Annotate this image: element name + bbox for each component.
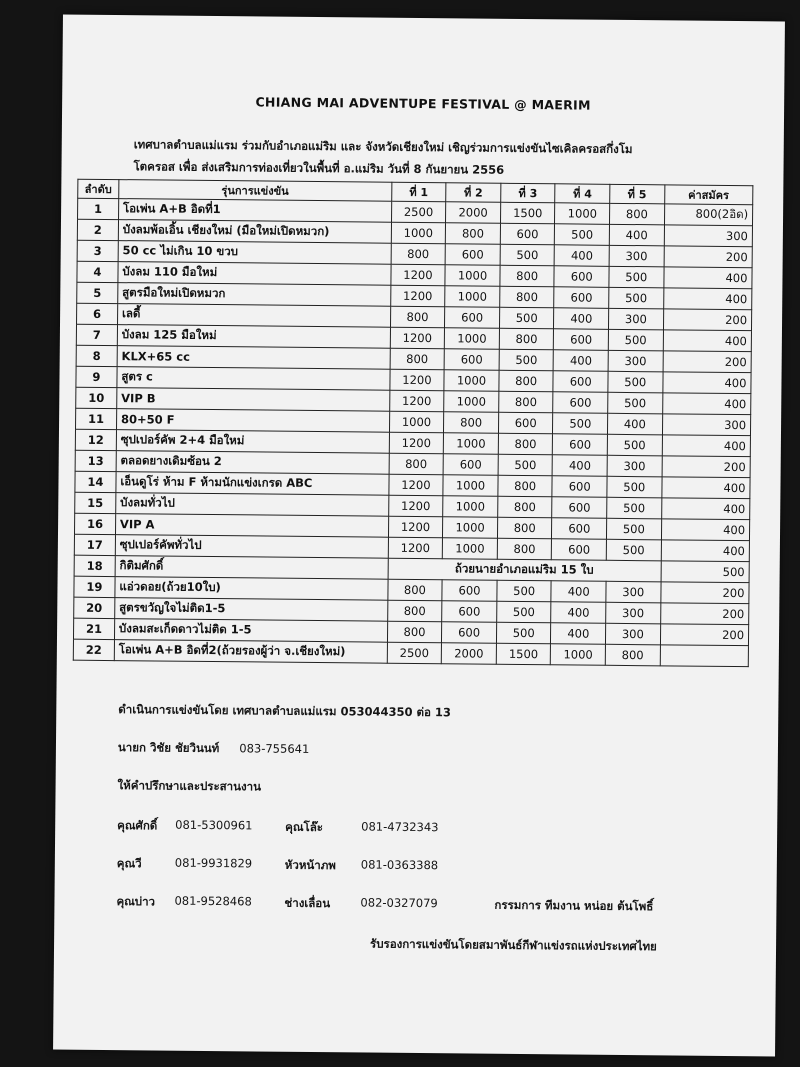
row-prize-3: 500	[496, 622, 551, 644]
row-prize-1: 1200	[388, 495, 443, 517]
row-prize-2: 800	[444, 412, 499, 434]
prize-table	[73, 179, 754, 667]
row-prize-4: 600	[552, 518, 607, 540]
row-prize-2: 600	[442, 622, 497, 644]
row-category: VIP B	[117, 388, 390, 412]
header-place-5: ที่ 5	[610, 184, 665, 204]
row-prize-2: 600	[444, 349, 499, 371]
row-number: 5	[77, 282, 118, 303]
row-prize-4: 400	[551, 602, 606, 624]
table-body	[73, 198, 752, 666]
row-number: 18	[74, 555, 115, 576]
row-prize-1: 800	[390, 348, 445, 370]
row-prize-1: 1200	[388, 537, 443, 559]
row-prize-1: 1200	[389, 474, 444, 496]
row-prize-5: 500	[607, 476, 662, 498]
contact-name-5: คุณบ่าว	[116, 894, 156, 909]
row-prize-5: 500	[606, 539, 661, 561]
row-number: 2	[77, 219, 118, 240]
row-category: ตลอดยางเดิมซ้อน 2	[116, 451, 389, 475]
row-prize-1: 1200	[390, 369, 445, 391]
row-prize-3: 500	[499, 349, 554, 371]
row-prize-4: 600	[554, 329, 609, 351]
row-number: 14	[75, 471, 116, 492]
row-fee: 400	[663, 267, 752, 289]
row-prize-2: 600	[442, 580, 497, 602]
row-prize-3: 500	[497, 580, 552, 602]
row-fee: 400	[661, 498, 750, 520]
row-prize-5: 300	[606, 581, 661, 603]
row-prize-2: 1000	[443, 517, 498, 539]
row-number: 21	[73, 618, 114, 639]
row-prize-5: 300	[607, 455, 662, 477]
contact-phone-5: 081-9528468	[174, 893, 252, 909]
row-prize-3: 800	[500, 286, 555, 308]
row-number: 3	[77, 240, 118, 261]
header-fee: ค่าสมัคร	[664, 185, 753, 205]
row-fee: 800(2อิด)	[664, 204, 753, 226]
row-fee: 400	[662, 372, 751, 394]
row-number: 20	[74, 597, 115, 618]
row-prize-5: 500	[608, 371, 663, 393]
row-prize-1: 1200	[388, 516, 443, 538]
row-prize-2: 1000	[443, 538, 498, 560]
row-prize-5: 300	[609, 245, 664, 267]
row-prize-2: 600	[445, 244, 500, 266]
row-category: โอเพ่น A+B อิดที่2(ถ้วยรองผู้ว่า จ.เชียงใหม่)	[114, 640, 387, 664]
row-category: ซุปเปอร์คัพ 2+4 มือใหม่	[116, 430, 389, 454]
row-prize-1: 800	[389, 453, 444, 475]
row-prize-3: 500	[498, 454, 553, 476]
row-number: 6	[77, 303, 118, 324]
row-fee: 200	[662, 456, 751, 478]
header-no: ลำดับ	[78, 179, 119, 198]
row-prize-5: 400	[608, 413, 663, 435]
row-prize-5: 500	[607, 497, 662, 519]
row-prize-2: 600	[443, 454, 498, 476]
row-category: บังลม 110 มือใหม่	[118, 262, 391, 286]
row-prize-4: 400	[551, 623, 606, 645]
row-prize-2: 1000	[444, 391, 499, 413]
contact-phone-4: 081-0363388	[360, 857, 439, 873]
row-prize-4: 500	[555, 224, 610, 246]
header-place-3: ที่ 3	[501, 183, 556, 203]
row-prize-3: 800	[498, 433, 553, 455]
row-prize-4: 600	[554, 266, 609, 288]
row-number: 10	[76, 387, 117, 408]
row-prize-4: 600	[553, 371, 608, 393]
row-number: 22	[73, 639, 114, 660]
row-prize-2: 800	[446, 223, 501, 245]
row-prize-4: 600	[554, 287, 609, 309]
contact-name-1: คุณศักดิ์	[117, 818, 158, 833]
row-number: 7	[76, 324, 117, 345]
row-fee: 400	[661, 519, 750, 541]
row-prize-5: 800	[605, 644, 660, 666]
row-prize-5: 500	[607, 518, 662, 540]
header-category: รุ่นการแข่งขัน	[119, 180, 392, 202]
row-category: กิติมศักดิ์	[115, 556, 388, 580]
mayor-phone: 083-755641	[239, 741, 310, 756]
row-prize-5: 500	[607, 434, 662, 456]
row-category: ซุปเปอร์คัพทั่วไป	[115, 535, 388, 559]
row-prize-4: 600	[552, 497, 607, 519]
row-prize-1: 800	[391, 243, 446, 265]
row-prize-1: 1200	[389, 432, 444, 454]
row-number: 11	[76, 408, 117, 429]
row-category: สูตรมือใหม่เปิดหมวก	[118, 283, 391, 307]
contact-phone-6: 082-0327079	[360, 895, 438, 911]
row-prize-1: 800	[390, 306, 445, 328]
row-prize-1: 1000	[389, 411, 444, 433]
row-prize-3: 800	[499, 391, 554, 413]
row-prize-2: 600	[442, 601, 497, 623]
row-fee: 300	[662, 414, 751, 436]
row-prize-3: 500	[499, 307, 554, 329]
row-prize-1: 800	[387, 600, 442, 622]
row-prize-1: 1200	[389, 390, 444, 412]
contact-name-4: หัวหน้าภพ	[284, 857, 337, 873]
intro-text	[133, 133, 753, 183]
row-category: สูตรขวัญใจไม่ติด1-5	[115, 598, 388, 622]
certification-line: รับรองการแข่งขันโดยสมาพันธ์กีฬาแข่งรถแห่งประเทศไทย	[370, 936, 657, 954]
row-prize-3: 800	[498, 475, 553, 497]
row-fee: 400	[663, 330, 752, 352]
row-category: 50 cc ไม่เกิน 10 ขวบ	[118, 241, 391, 265]
contact-name-6: ช่างเลื่อน	[284, 895, 331, 911]
row-prize-5: 500	[609, 287, 664, 309]
header-place-2: ที่ 2	[446, 183, 501, 203]
intro-line-1: เทศบาลตำบลแม่แรม ร่วมกับอำเภอแม่ริม และ จังหวัดเชียงใหม่ เชิญร่วมการแข่งขันไซเคิลครอสกึ่งโม	[133, 137, 633, 157]
document-title: CHIANG MAI ADVENTUPE FESTIVAL @ MAERIM	[255, 94, 591, 113]
row-category: เลดี้	[117, 304, 390, 328]
row-prize-note: ถ้วยนายอำเภอแม่ริม 15 ใบ	[388, 558, 661, 582]
row-prize-5: 500	[608, 329, 663, 351]
row-prize-3: 800	[499, 370, 554, 392]
row-prize-3: 500	[500, 244, 555, 266]
row-prize-4: 400	[554, 308, 609, 330]
row-fee: 200	[663, 309, 752, 331]
row-number: 16	[74, 513, 115, 534]
document-sheet	[53, 15, 785, 1057]
row-prize-2: 1000	[443, 475, 498, 497]
row-number: 15	[75, 492, 116, 513]
advice-heading: ให้คำปรึกษาและประสานงาน	[117, 778, 262, 794]
row-category: สูตร c	[117, 367, 390, 391]
row-prize-2: 2000	[446, 202, 501, 224]
row-prize-2: 2000	[442, 643, 497, 665]
row-prize-1: 2500	[391, 201, 446, 223]
row-number: 17	[74, 534, 115, 555]
row-category: บังลมพ้อเอิ้น เชียงใหม่ (มือใหม่เปิดหมวก)	[118, 220, 391, 244]
row-category: KLX+65 cc	[117, 346, 390, 370]
row-number: 12	[75, 429, 116, 450]
row-prize-3: 800	[497, 538, 552, 560]
row-prize-2: 1000	[445, 286, 500, 308]
row-prize-4: 500	[553, 413, 608, 435]
row-category: บังลมทั่วไป	[116, 493, 389, 517]
row-prize-5: 800	[610, 203, 665, 225]
row-prize-1: 800	[388, 579, 443, 601]
row-fee: 200	[660, 624, 749, 646]
row-prize-2: 600	[445, 307, 500, 329]
row-prize-3: 1500	[496, 643, 551, 665]
row-prize-4: 600	[553, 434, 608, 456]
row-prize-2: 1000	[444, 433, 499, 455]
row-prize-5: 300	[608, 350, 663, 372]
row-number: 9	[76, 366, 117, 387]
row-category: บังลม 125 มือใหม่	[117, 325, 390, 349]
row-prize-4: 600	[552, 539, 607, 561]
row-prize-2: 1000	[445, 328, 500, 350]
row-prize-3: 500	[497, 601, 552, 623]
row-category: แอ่วดอย(ถ้วย10ใบ)	[115, 577, 388, 601]
row-prize-4: 400	[555, 245, 610, 267]
contact-phone-2: 081-4732343	[361, 819, 439, 835]
row-category: บังลมสะเก็ดดาวไม่ติด 1-5	[114, 619, 387, 643]
row-prize-3: 800	[497, 517, 552, 539]
row-number: 4	[77, 261, 118, 282]
row-number: 8	[76, 345, 117, 366]
row-prize-5: 400	[609, 224, 664, 246]
row-prize-4: 400	[553, 455, 608, 477]
row-prize-3: 600	[500, 223, 555, 245]
header-place-4: ที่ 4	[555, 184, 610, 204]
row-fee: 400	[663, 288, 752, 310]
row-fee: 400	[662, 393, 751, 415]
header-place-1: ที่ 1	[391, 182, 446, 202]
row-prize-5: 300	[609, 308, 664, 330]
row-fee: 500	[661, 561, 750, 583]
row-prize-1: 800	[387, 621, 442, 643]
row-fee: 300	[664, 225, 753, 247]
row-category: 80+50 F	[116, 409, 389, 433]
row-number: 1	[78, 198, 119, 219]
row-category: โอเพ่น A+B อิดที่1	[118, 199, 391, 223]
row-number: 19	[74, 576, 115, 597]
row-prize-2: 1000	[445, 265, 500, 287]
row-prize-5: 500	[609, 266, 664, 288]
row-prize-3: 800	[500, 265, 555, 287]
row-prize-4: 600	[553, 392, 608, 414]
contact-name-2: คุณโล๊ะ	[285, 819, 324, 835]
contact-name-3: คุณวี	[116, 856, 142, 871]
mayor-contact	[118, 739, 310, 759]
row-prize-4: 400	[554, 350, 609, 372]
row-fee: 400	[661, 477, 750, 499]
row-prize-1: 1000	[391, 222, 446, 244]
row-fee: 200	[664, 246, 753, 268]
row-prize-5: 300	[606, 602, 661, 624]
row-prize-2: 1000	[443, 496, 498, 518]
row-fee: 400	[661, 540, 750, 562]
row-fee: 400	[662, 435, 751, 457]
row-fee: 200	[663, 351, 752, 373]
row-prize-3: 600	[498, 412, 553, 434]
row-category: VIP A	[115, 514, 388, 538]
row-prize-4: 1000	[555, 203, 610, 225]
row-prize-1: 2500	[387, 642, 442, 664]
mayor-name: นายก วิชัย ชัยวินนท์	[117, 740, 220, 756]
organizer-line: ดำเนินการแข่งขันโดย เทศบาลตำบลแม่แรม 053044350 ต่อ 13	[118, 702, 452, 720]
row-prize-1: 1200	[391, 264, 446, 286]
row-prize-4: 400	[551, 581, 606, 603]
row-fee	[660, 645, 749, 667]
row-prize-4: 600	[552, 476, 607, 498]
intro-line-2: โตครอส เพื่อ ส่งเสริมการท่องเที่ยวในพื้นที่ อ.แม่ริม วันที่ 8 กันยายน 2556	[133, 159, 505, 177]
row-prize-5: 300	[606, 623, 661, 645]
contact-phone-3: 081-9931829	[174, 855, 253, 871]
row-prize-3: 1500	[500, 202, 555, 224]
committee-line: กรรมการ ทีมงาน หน่อย ต้นโพธิ์	[494, 897, 654, 914]
row-prize-1: 1200	[390, 327, 445, 349]
row-prize-3: 800	[499, 328, 554, 350]
row-category: เอ็นดูโร่ ห้าม F ห้ามนักแข่งเกรด ABC	[116, 472, 389, 496]
row-prize-2: 1000	[444, 370, 499, 392]
row-prize-3: 800	[498, 496, 553, 518]
contact-phone-1: 081-5300961	[175, 817, 253, 833]
row-prize-1: 1200	[390, 285, 445, 307]
row-prize-4: 1000	[551, 644, 606, 666]
row-number: 13	[75, 450, 116, 471]
row-prize-5: 500	[608, 392, 663, 414]
row-fee: 200	[660, 582, 749, 604]
row-fee: 200	[660, 603, 749, 625]
